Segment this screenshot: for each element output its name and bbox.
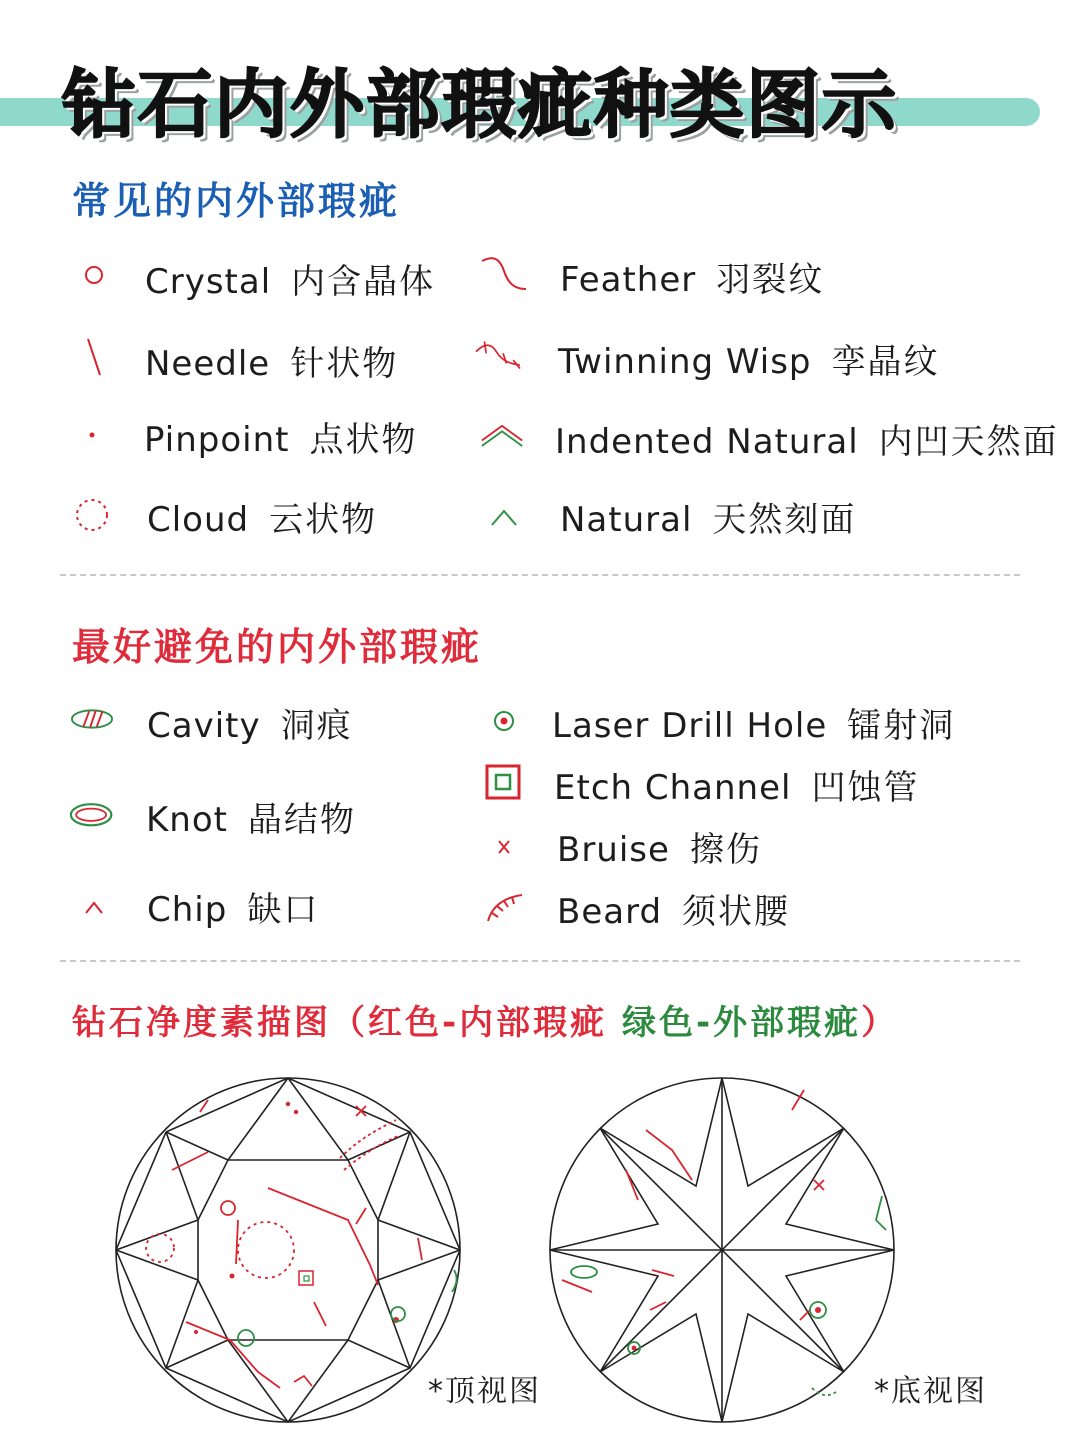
- section-avoid-inclusions-title: 最好避免的内外部瑕疵: [72, 625, 483, 669]
- bottom-view-caption: *底视图: [874, 1374, 987, 1409]
- indented-natural-label: Indented Natural: [555, 422, 859, 462]
- crystal-cn-label: 内含晶体: [291, 262, 436, 302]
- bruise-cn-label: 擦伤: [689, 830, 762, 870]
- etch-channel-label: Etch Channel: [554, 768, 792, 808]
- beard-cn-label: 须状腰: [682, 892, 791, 932]
- section-common-inclusions-title: 常见的内外部瑕疵: [72, 179, 401, 223]
- red-small-circle-icon: [72, 255, 116, 295]
- clarity-plot-title-green: 绿色-外部瑕疵: [621, 1003, 862, 1043]
- green-hatched-ellipse-icon: [70, 699, 114, 739]
- natural-label: Natural: [560, 500, 693, 540]
- red-dot-icon: [72, 413, 116, 453]
- chip-label: Chip: [147, 890, 228, 930]
- laser-drill-hole-label: Laser Drill Hole: [552, 706, 828, 746]
- feather-label: Feather: [560, 260, 697, 300]
- twinning-wisp-label: Twinning Wisp: [558, 342, 812, 382]
- crystal-label: Crystal: [145, 262, 272, 302]
- green-chevron-icon: [480, 493, 524, 533]
- red-comb-arc-icon: [482, 885, 526, 925]
- bottom-view-diagram: [542, 1070, 902, 1430]
- knot-label: Knot: [146, 800, 228, 840]
- needle-label: Needle: [145, 344, 271, 384]
- section-divider: [60, 960, 1020, 962]
- red-x-icon: [482, 823, 526, 863]
- bruise-label: Bruise: [557, 830, 670, 870]
- indented-natural-cn-label: 内凹天然面: [878, 422, 1059, 462]
- clarity-plot-title-red: 钻石净度素描图（红色-内部瑕疵: [72, 1003, 622, 1043]
- needle-cn-label: 针状物: [290, 344, 399, 384]
- cloud-cn-label: 云状物: [269, 500, 378, 540]
- pinpoint-label: Pinpoint: [144, 420, 290, 460]
- red-green-double-chevron-icon: [480, 415, 524, 455]
- etch-channel-cn-label: 凹蚀管: [811, 768, 920, 808]
- twinning-wisp-cn-label: 孪晶纹: [831, 342, 940, 382]
- top-view-caption: *顶视图: [428, 1374, 541, 1409]
- page-title: 钻石内外部瑕疵种类图示: [62, 62, 898, 148]
- section-divider: [60, 574, 1020, 576]
- red-green-square-icon: [482, 761, 526, 801]
- cavity-cn-label: 洞痕: [280, 706, 353, 746]
- red-s-curve-icon: [480, 253, 524, 293]
- pinpoint-cn-label: 点状物: [309, 420, 418, 460]
- knot-cn-label: 晶结物: [247, 800, 356, 840]
- cloud-label: Cloud: [147, 500, 250, 540]
- red-slash-line-icon: [72, 337, 116, 377]
- red-dotted-circle-icon: [72, 493, 116, 533]
- green-ring-red-dot-icon: [482, 699, 526, 739]
- top-view-diagram: [108, 1070, 468, 1430]
- feather-cn-label: 羽裂纹: [716, 260, 825, 300]
- natural-cn-label: 天然刻面: [712, 500, 857, 540]
- red-caret-icon: [70, 883, 114, 923]
- table-facet: [198, 1160, 378, 1340]
- laser-drill-hole-cn-label: 镭射洞: [847, 706, 956, 746]
- chip-cn-label: 缺口: [247, 890, 320, 930]
- green-red-ellipse-icon: [70, 793, 114, 833]
- clarity-plot-title-end: ）: [861, 1003, 899, 1043]
- beard-label: Beard: [557, 892, 663, 932]
- clarity-plot-title: [72, 995, 898, 1044]
- red-wavy-line-icon: [476, 335, 520, 375]
- cavity-label: Cavity: [147, 706, 261, 746]
